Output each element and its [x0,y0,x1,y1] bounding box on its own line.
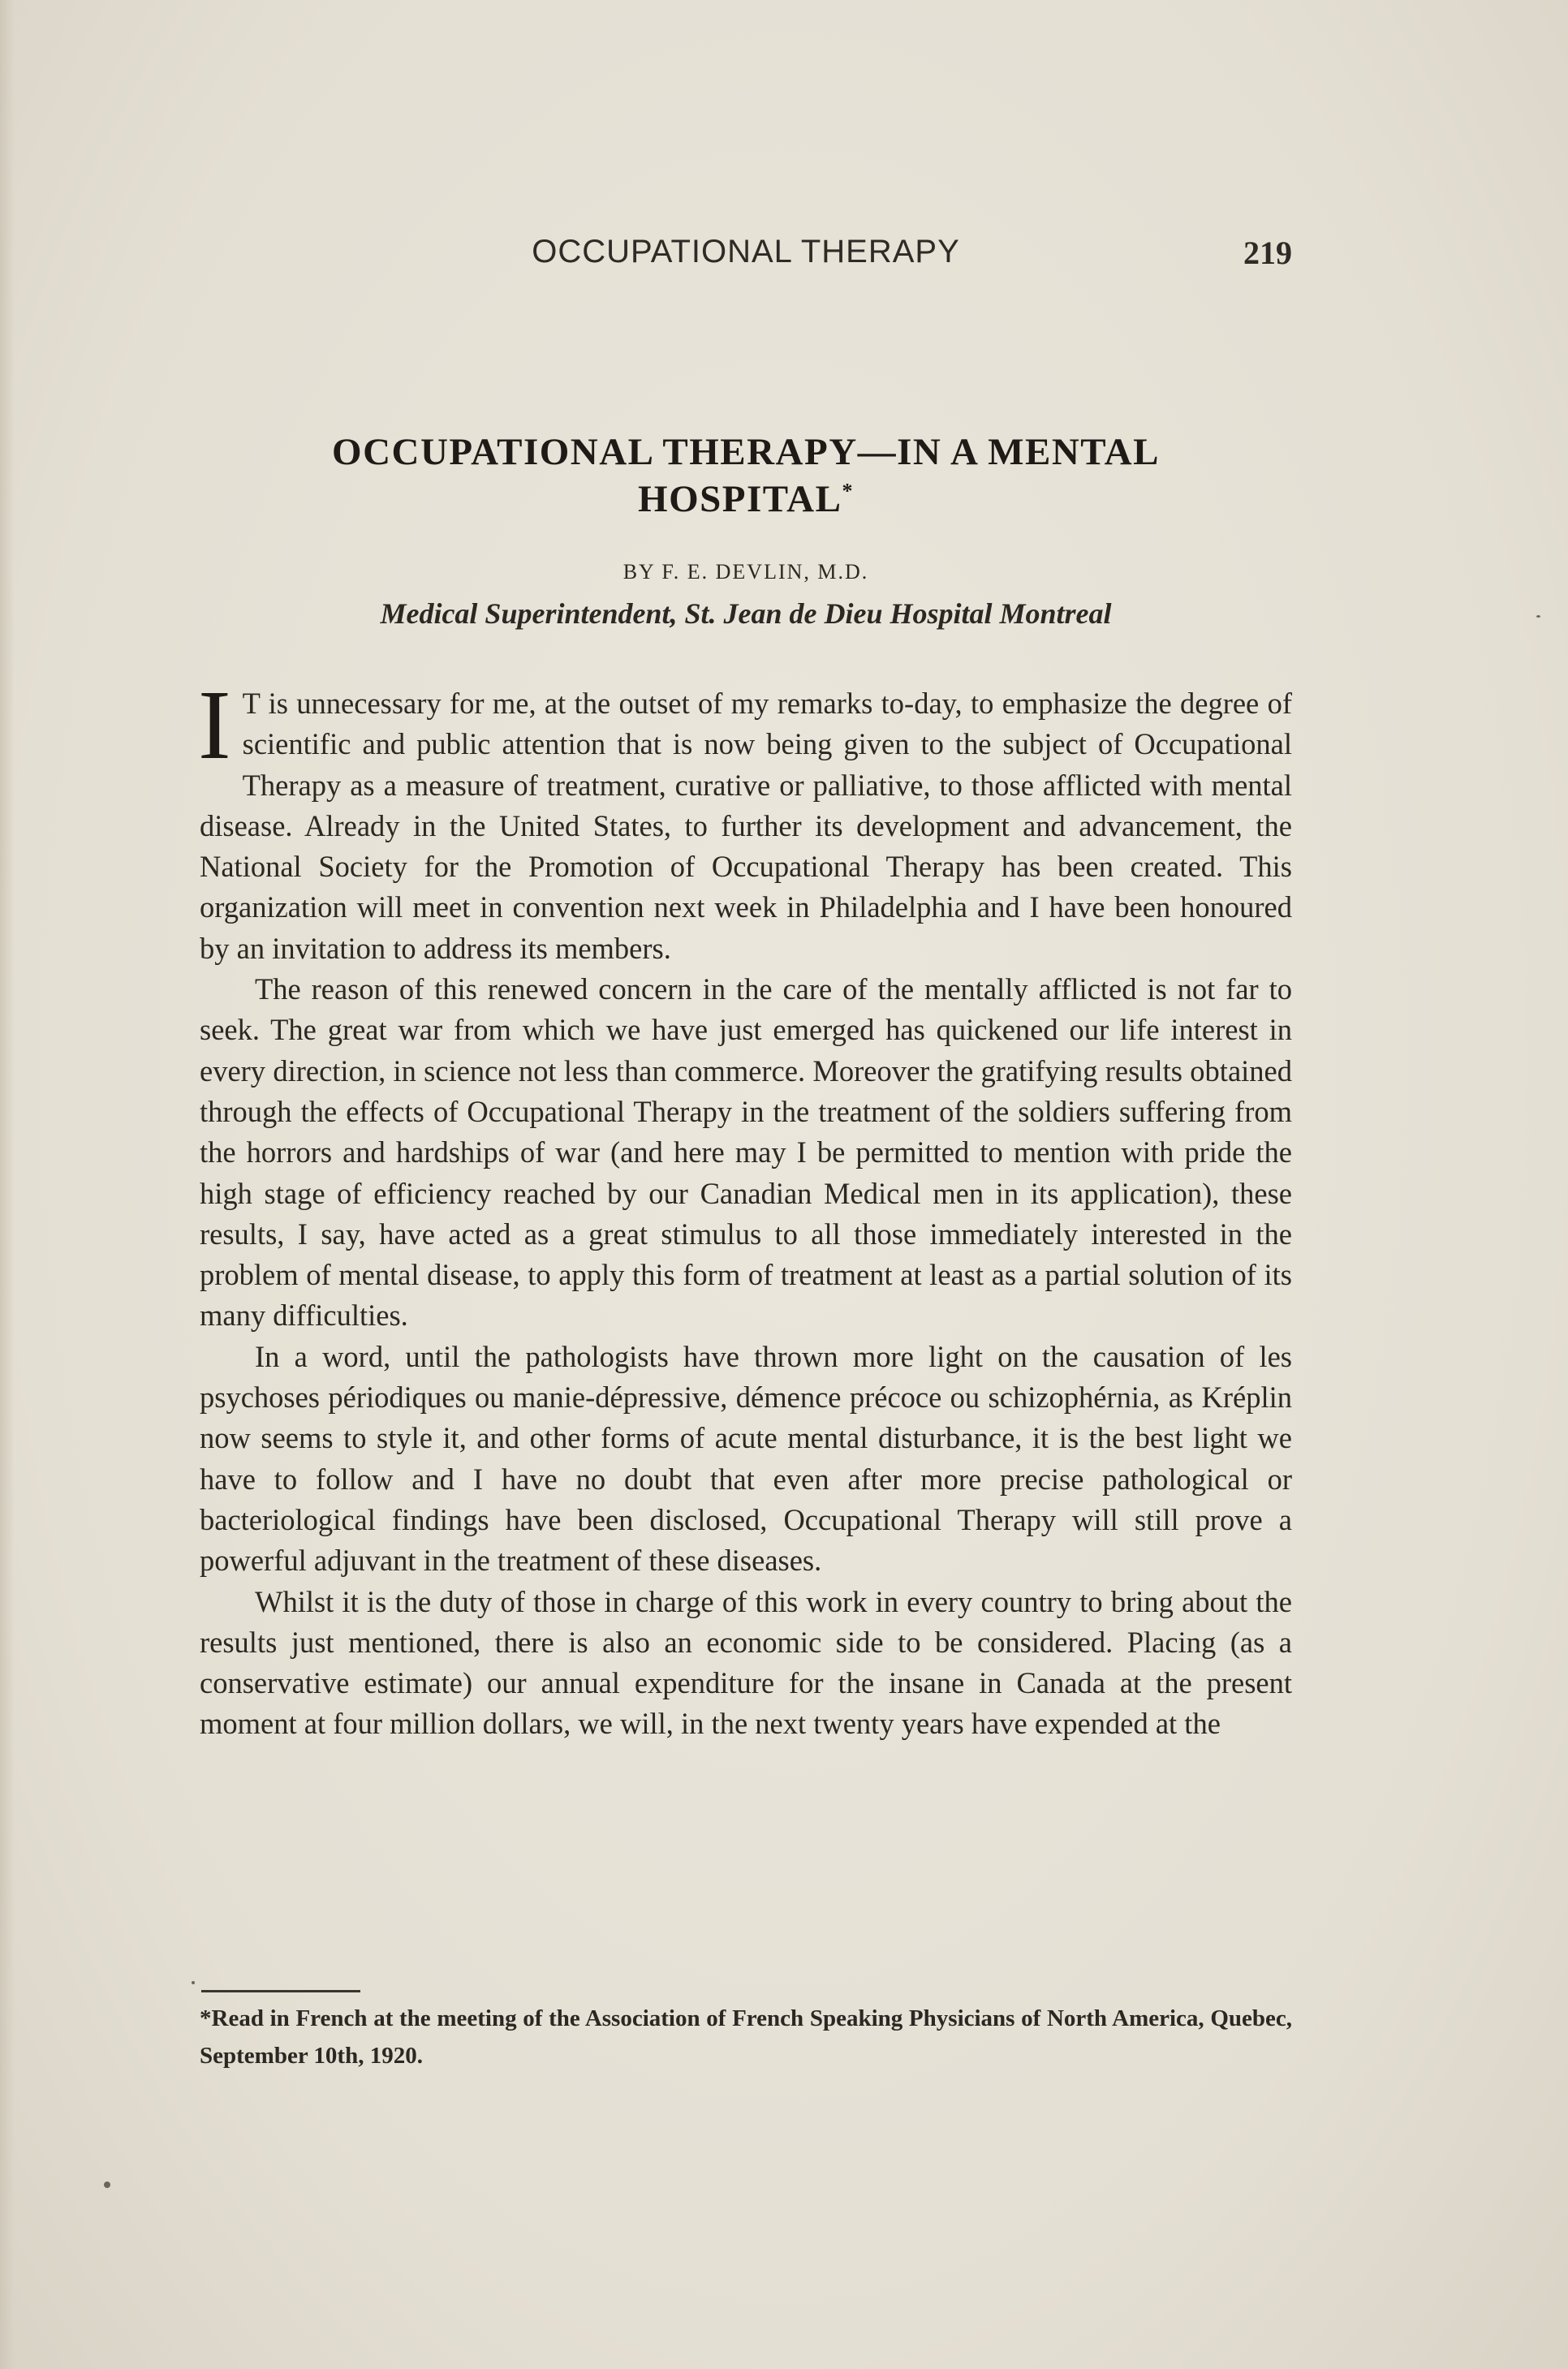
footnote-rule [201,1990,360,1992]
page-edge-shadow [0,0,15,2369]
paragraph-3: In a word, until the pathologists have thrown more light on the causation of les psychoses périodiques ou manie-dépressive, démence précoce ou schizophérnia, as Kréplin now seems to style it, and other forms of acute mental disturbance, it is the best light we have to follow and I have no doubt that even after more precise pathological or bacteriological findings have been disclosed, Occupational Therapy will still prove a powerful adjuvant in the treatment of these diseases. [200,1339,1292,1578]
article-title-line-1: OCCUPATIONAL THERAPY—IN A MENTAL [332,431,1160,473]
running-head [200,234,1292,274]
article-title-line-2 [200,476,1292,523]
paragraph-1 [198,670,1292,969]
drop-cap: I [198,670,231,780]
page-number: 219 [1243,235,1292,271]
running-head-title: OCCUPATIONAL THERAPY [532,234,960,269]
footnote: *Read in French at the meeting of the Association of French Speaking Physicians of North America, Quebec, September 10th, 1920. [200,2005,1292,2069]
paper-speck [192,1981,195,1984]
paper-speck [104,2182,110,2188]
paragraph-2: The reason of this renewed concern in the care of the mentally afflicted is not far to seek. The great war from which we have just emerged has quickened our life interest in every direction, in science not less than commerce. Moreover the gratifying results obtained through the effects of Occupational Therapy in the treatment of the soldiers suffering from the horrors and hardships of war (and here may I be permitted to mention with pride the high stage of efficiency reached by our Canadian Medical men in its application), these results, I say, have acted as a great stimulus to all those immediately interested in the problem of mental disease, to apply this form of treatment at least as a partial solution of its many difficulties. [200,972,1292,1333]
article-body [198,670,1292,1745]
paragraph-1-text: T is unnecessary for me, at the outset of my remarks to-day, to emphasize the degree of scientific and public attention that is now being given to the subject of Occupational Therapy as a measure of treatment, curative or palliative, to those afflicted with mental disease. Already in the United States, to further its development and advancement, the National Society for the Promotion of Occupational Therapy has been created. This organization will meet in convention next week in Philadelphia and I have been honoured by an invitation to address its members. [200,687,1292,965]
article-title [200,429,1292,523]
byline: BY F. E. DEVLIN, M.D. [622,560,869,584]
author-affiliation: Medical Superintendent, St. Jean de Dieu Hospital Montreal [380,597,1112,630]
paragraph-4: Whilst it is the duty of those in charge of this work in every country to bring about the results just mentioned, there is also an economic side to be considered. Placing (as a conservative estimate) our annual expenditure for the insane in Canada at the present moment at four million dollars, we will, in the next twenty years have expended at the [200,1584,1292,1741]
paper-speck [1536,615,1540,618]
article-title-line-2-text: HOSPITAL [638,478,842,520]
footnote-marker: * [842,479,854,503]
